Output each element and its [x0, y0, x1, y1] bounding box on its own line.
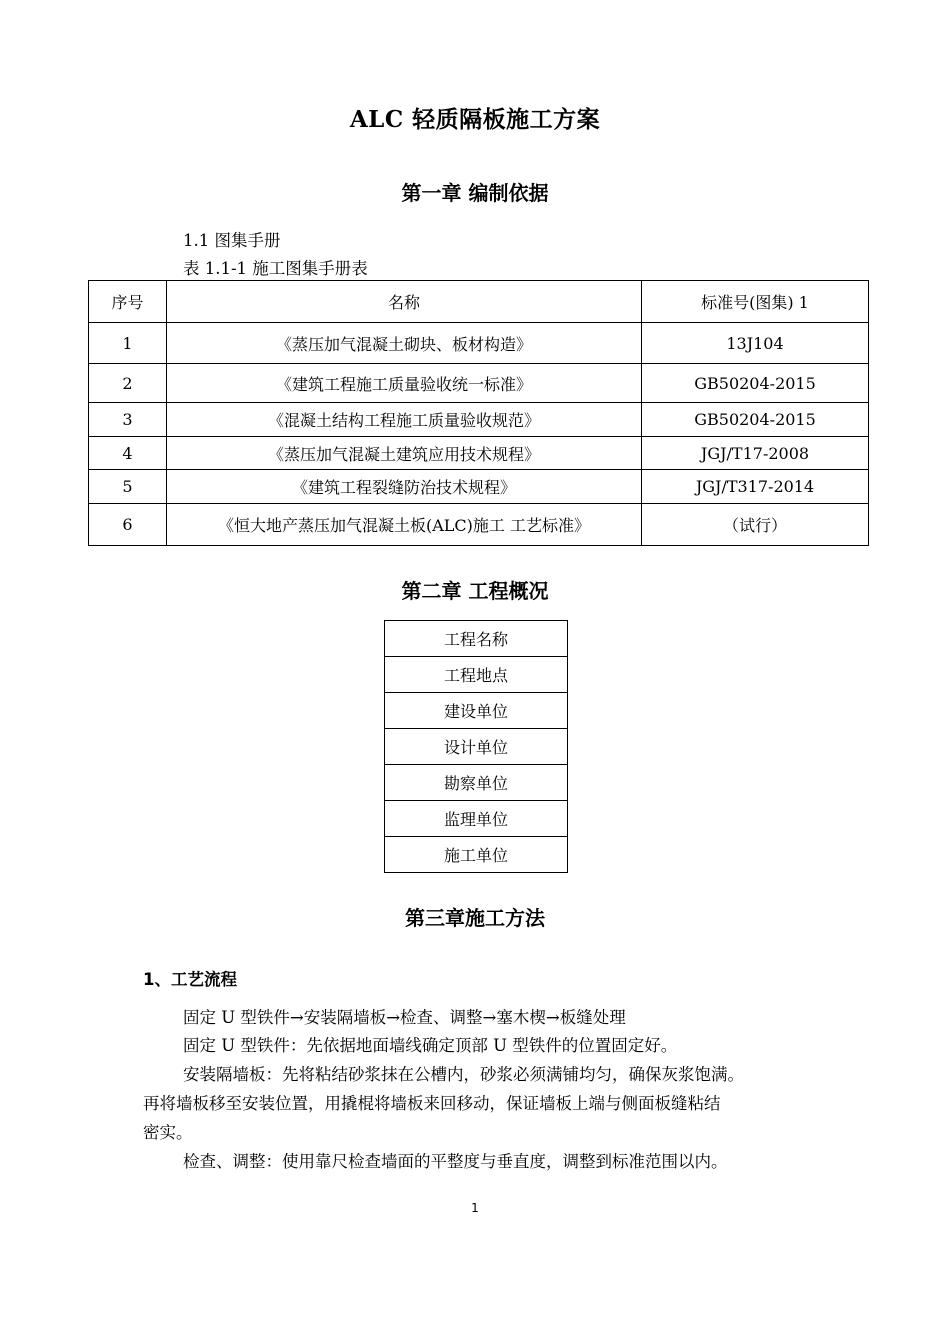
row-name: 《恒大地产蒸压加气混凝土板(ALC)施工 工艺标准》 — [167, 504, 642, 546]
row-name: 《蒸压加气混凝土砌块、板材构造》 — [167, 323, 642, 364]
row-name: 《建筑工程裂缝防治技术规程》 — [167, 470, 642, 504]
header-seq: 序号 — [89, 281, 167, 323]
process-flow-line: 固定 U 型铁件→安装隔墙板→检查、调整→塞木楔→板缝处理 — [183, 1008, 626, 1027]
row-seq: 1 — [89, 323, 167, 364]
body-paragraph-line: 密实。 — [143, 1123, 193, 1142]
body-paragraph-line: 再将墙板移至安装位置，用撬棍将墙板来回移动，保证墙板上端与侧面板缝粘结 — [143, 1094, 721, 1113]
row-seq: 4 — [89, 437, 167, 470]
header-standard: 标准号(图集) 1 — [642, 281, 869, 323]
row-standard: 13J104 — [642, 323, 869, 364]
row-standard: GB50204-2015 — [642, 364, 869, 403]
overview-cell: 工程地点 — [385, 657, 568, 693]
overview-cell: 设计单位 — [385, 729, 568, 765]
overview-cell: 勘察单位 — [385, 765, 568, 801]
table-row — [89, 364, 869, 403]
row-name: 《混凝土结构工程施工质量验收规范》 — [167, 403, 642, 437]
row-standard: JGJ/T317-2014 — [642, 470, 869, 504]
chapter-3-heading: 第三章施工方法 — [405, 906, 545, 930]
table-row — [89, 323, 869, 364]
table-row — [89, 437, 869, 470]
table-row — [89, 403, 869, 437]
table-row — [385, 801, 568, 837]
overview-cell: 工程名称 — [385, 621, 568, 657]
page-number: 1 — [471, 1201, 479, 1215]
section-1-heading: 1、工艺流程 — [143, 970, 237, 989]
chapter-1-heading: 第一章 编制依据 — [401, 181, 549, 205]
row-standard: GB50204-2015 — [642, 403, 869, 437]
project-overview-table — [384, 620, 568, 873]
header-name: 名称 — [167, 281, 642, 323]
body-paragraph-line: 检查、调整：使用靠尺检查墙面的平整度与垂直度，调整到标准范围以内。 — [183, 1152, 728, 1171]
row-seq: 5 — [89, 470, 167, 504]
body-paragraph-line: 固定 U 型铁件：先依据地面墙线确定顶部 U 型铁件的位置固定好。 — [183, 1036, 678, 1055]
body-paragraph-line: 安装隔墙板：先将粘结砂浆抹在公槽内，砂浆必须满铺均匀，确保灰浆饱满。 — [183, 1065, 744, 1084]
row-name: 《建筑工程施工质量验收统一标准》 — [167, 364, 642, 403]
document-title: ALC 轻质隔板施工方案 — [349, 106, 601, 133]
table-row — [385, 621, 568, 657]
row-seq: 6 — [89, 504, 167, 546]
table-row — [89, 470, 869, 504]
standards-table — [88, 280, 869, 546]
row-seq: 3 — [89, 403, 167, 437]
row-standard: （试行） — [642, 504, 869, 546]
overview-cell: 建设单位 — [385, 693, 568, 729]
overview-cell: 施工单位 — [385, 837, 568, 873]
table-caption: 表 1.1-1 施工图集手册表 — [183, 259, 368, 278]
row-name: 《蒸压加气混凝土建筑应用技术规程》 — [167, 437, 642, 470]
table-row — [385, 729, 568, 765]
row-standard: JGJ/T17-2008 — [642, 437, 869, 470]
overview-cell: 监理单位 — [385, 801, 568, 837]
table-row — [89, 504, 869, 546]
section-1-1-label: 1.1 图集手册 — [183, 231, 281, 250]
table-row — [385, 657, 568, 693]
table-row — [385, 693, 568, 729]
chapter-2-heading: 第二章 工程概况 — [401, 579, 549, 603]
table-row — [385, 837, 568, 873]
table-row — [385, 765, 568, 801]
row-seq: 2 — [89, 364, 167, 403]
table-header-row — [89, 281, 869, 323]
